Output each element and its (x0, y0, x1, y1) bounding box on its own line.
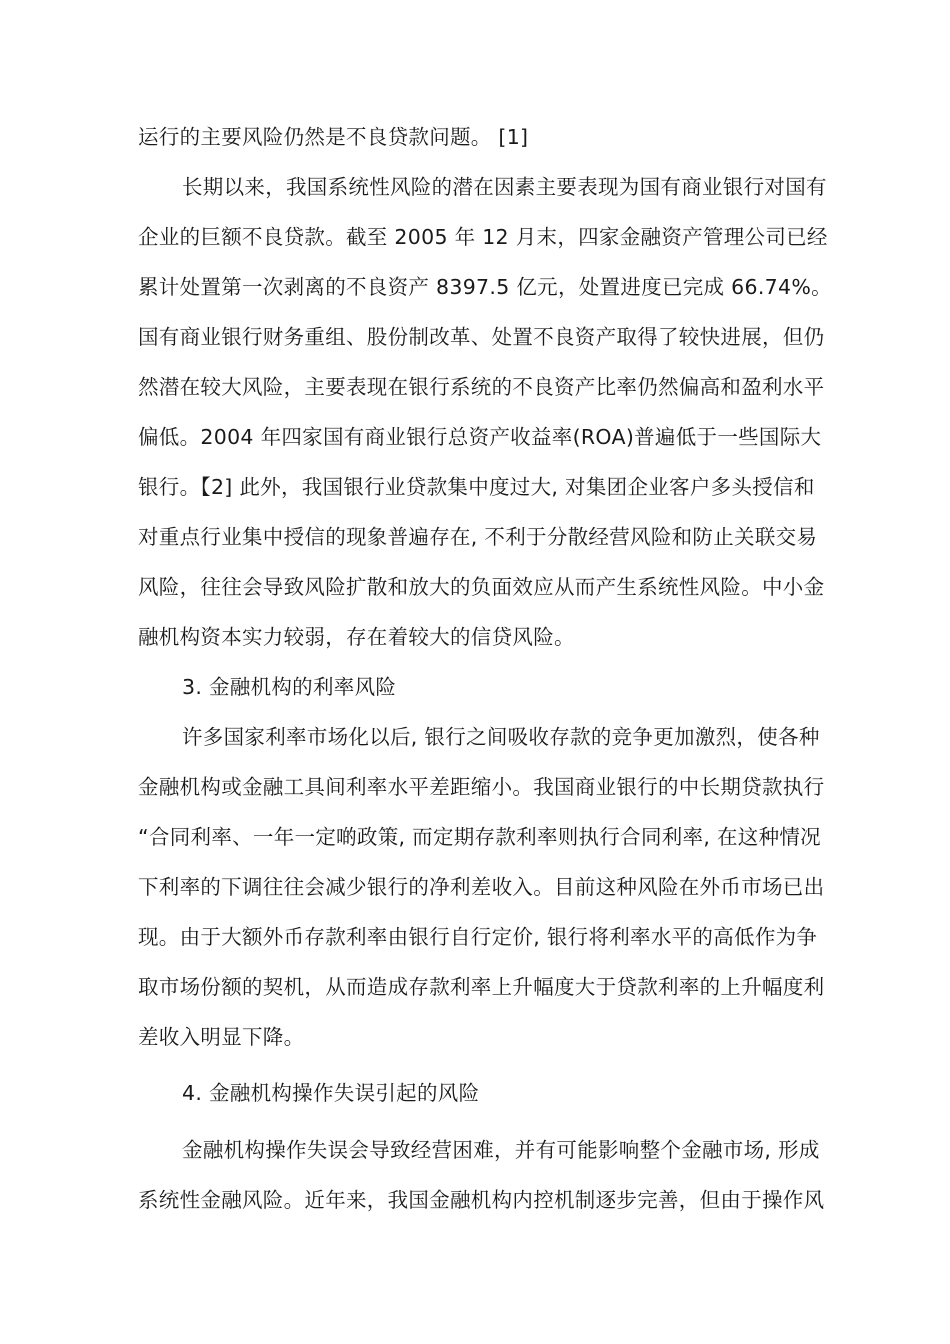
paragraph-first-line: 金融机构操作失误会导致经营困难，并有可能影响整个金融市场, 形成 (182, 1138, 820, 1162)
paragraph-first-line: 许多国家利率市场化以后, 银行之间吸收存款的竞争更加激烈，使各种 (182, 725, 820, 749)
text-line: 差收入明显下降。 (138, 1025, 305, 1049)
text-line: 累计处置第一次剥离的不良资产 8397.5 亿元，处置进度已完成 66.74%。 (138, 275, 832, 299)
text-line: 偏低。2004 年四家国有商业银行总资产收益率(ROA)普遍低于一些国际大 (138, 425, 822, 449)
text-line: 金融机构或金融工具间利率水平差距缩小。我国商业银行的中长期贷款执行 (138, 775, 825, 799)
text-line: 运行的主要风险仍然是不良贷款问题。 [1] (138, 125, 529, 149)
text-line: “合同利率、一年一定啲政策, 而定期存款利率则执行合同利率, 在这种情况 (138, 825, 821, 849)
text-line: 取市场份额的契机，从而造成存款利率上升幅度大于贷款利率的上升幅度利 (138, 975, 825, 999)
text-line: 然潜在较大风险，主要表现在银行系统的不良资产比率仍然偏高和盈利水平 (138, 375, 825, 399)
paragraph-first-line: 长期以来，我国系统性风险的潜在因素主要表现为国有商业银行对国有 (182, 175, 827, 199)
text-line: 银行。【2] 此外，我国银行业贷款集中度过大, 对集团企业客户多头授信和 (138, 475, 815, 499)
section-heading: 3. 金融机构的利率风险 (182, 675, 397, 699)
text-line: 对重点行业集中授信的现象普遍存在, 不利于分散经营风险和防止关联交易 (138, 525, 818, 549)
text-line: 现。由于大额外币存款利率由银行自行定价, 银行将利率水平的高低作为争 (138, 925, 818, 949)
text-line: 下利率的下调往往会减少银行的净利差收入。目前这种风险在外币市场已出 (138, 875, 825, 899)
text-line: 企业的巨额不良贷款。截至 2005 年 12 月末，四家金融资产管理公司已经 (138, 225, 828, 249)
text-line: 国有商业银行财务重组、股份制改革、处置不良资产取得了较快进展，但仍 (138, 325, 825, 349)
text-line: 风险，往往会导致风险扩散和放大的负面效应从而产生系统性风险。中小金 (138, 575, 825, 599)
text-line: 融机构资本实力较弱，存在着较大的信贷风险。 (138, 625, 575, 649)
section-heading: 4. 金融机构操作失误引起的风险 (182, 1081, 480, 1105)
text-line: 系统性金融风险。近年来，我国金融机构内控机制逐步完善，但由于操作风 (138, 1188, 825, 1212)
